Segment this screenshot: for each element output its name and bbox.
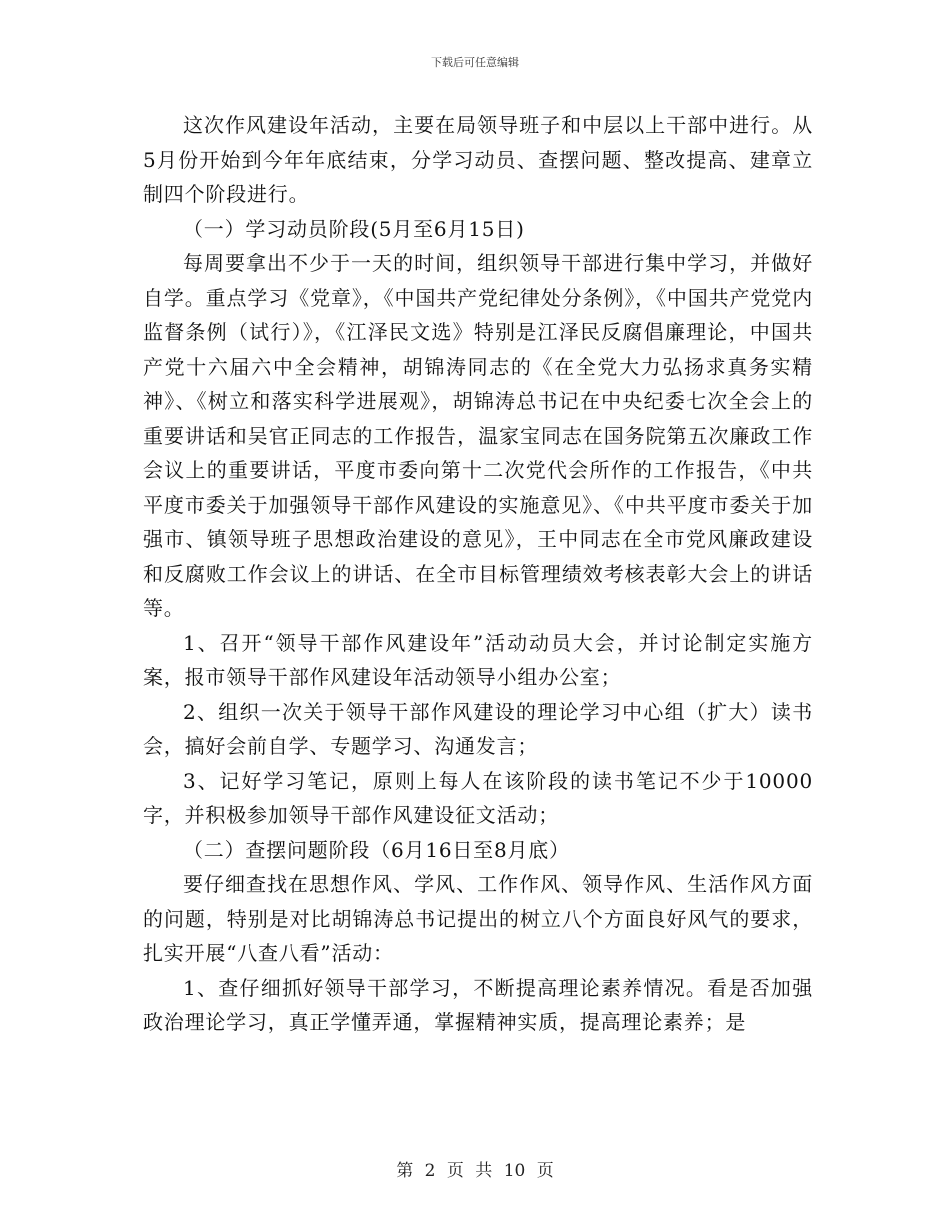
list-item-4: 1、查仔细抓好领导干部学习，不断提高理论素养情况。看是否加强政治理论学习，真正学懂弄通，掌握精神实质，提高理论素养；是 bbox=[143, 975, 813, 1034]
section-heading-2: （二）查摆问题阶段（6月16日至8月底） bbox=[183, 837, 570, 862]
list-item-2: 2、组织一次关于领导干部作风建设的理论学习中心组（扩大）读书会，搞好会前自学、专题学习、沟通发言； bbox=[143, 699, 813, 758]
page-footer: 第 2 页 共 10 页 bbox=[396, 1161, 554, 1181]
document-body bbox=[143, 108, 813, 1040]
section-heading-1: （一）学习动员阶段(5月至6月15日) bbox=[183, 216, 525, 241]
paragraph-1: 这次作风建设年活动，主要在局领导班子和中层以上干部中进行。从5月份开始到今年年底结束，分学习动员、查摆问题、整改提高、建章立制四个阶段进行。 bbox=[143, 113, 813, 206]
list-item-3: 3、记好学习笔记，原则上每人在该阶段的读书笔记不少于10000字，并积极参加领导干部作风建设征文活动； bbox=[143, 768, 813, 827]
list-item-1: 1、召开“领导干部作风建设年”活动动员大会，并讨论制定实施方案，报市领导干部作风建设年活动领导小组办公室； bbox=[143, 630, 813, 689]
paragraph-3: 要仔细查找在思想作风、学风、工作作风、领导作风、生活作风方面的问题，特别是对比胡锦涛总书记提出的树立八个方面良好风气的要求，扎实开展“八查八看”活动： bbox=[143, 872, 813, 965]
page-header: 下载后可任意编辑 bbox=[431, 56, 519, 69]
paragraph-2: 每周要拿出不少于一天的时间，组织领导干部进行集中学习，并做好自学。重点学习《党章》，《中国共产党纪律处分条例》，《中国共产党党内监督条例（试行）》，《江泽民文选》特别是江泽民反腐倡廉理论，中国共产党十六届六中全会精神，胡锦涛同志的《在全党大力弘扬求真务实精神》、《树立和落实科学进展观》，胡锦涛总书记在中央纪委七次全会上的重要讲话和吴官正同志的工作报告，温家宝同志在国务院第五次廉政工作会议上的重要讲话，平度市委向第十二次党代会所作的工作报告，《中共平度市委关于加强领导干部作风建设的实施意见》、《中共平度市委关于加强市、镇领导班子思想政治建设的意见》，王中同志在全市党风廉政建设和反腐败工作会议上的讲话、在全市目标管理绩效考核表彰大会上的讲话等。 bbox=[143, 251, 813, 620]
